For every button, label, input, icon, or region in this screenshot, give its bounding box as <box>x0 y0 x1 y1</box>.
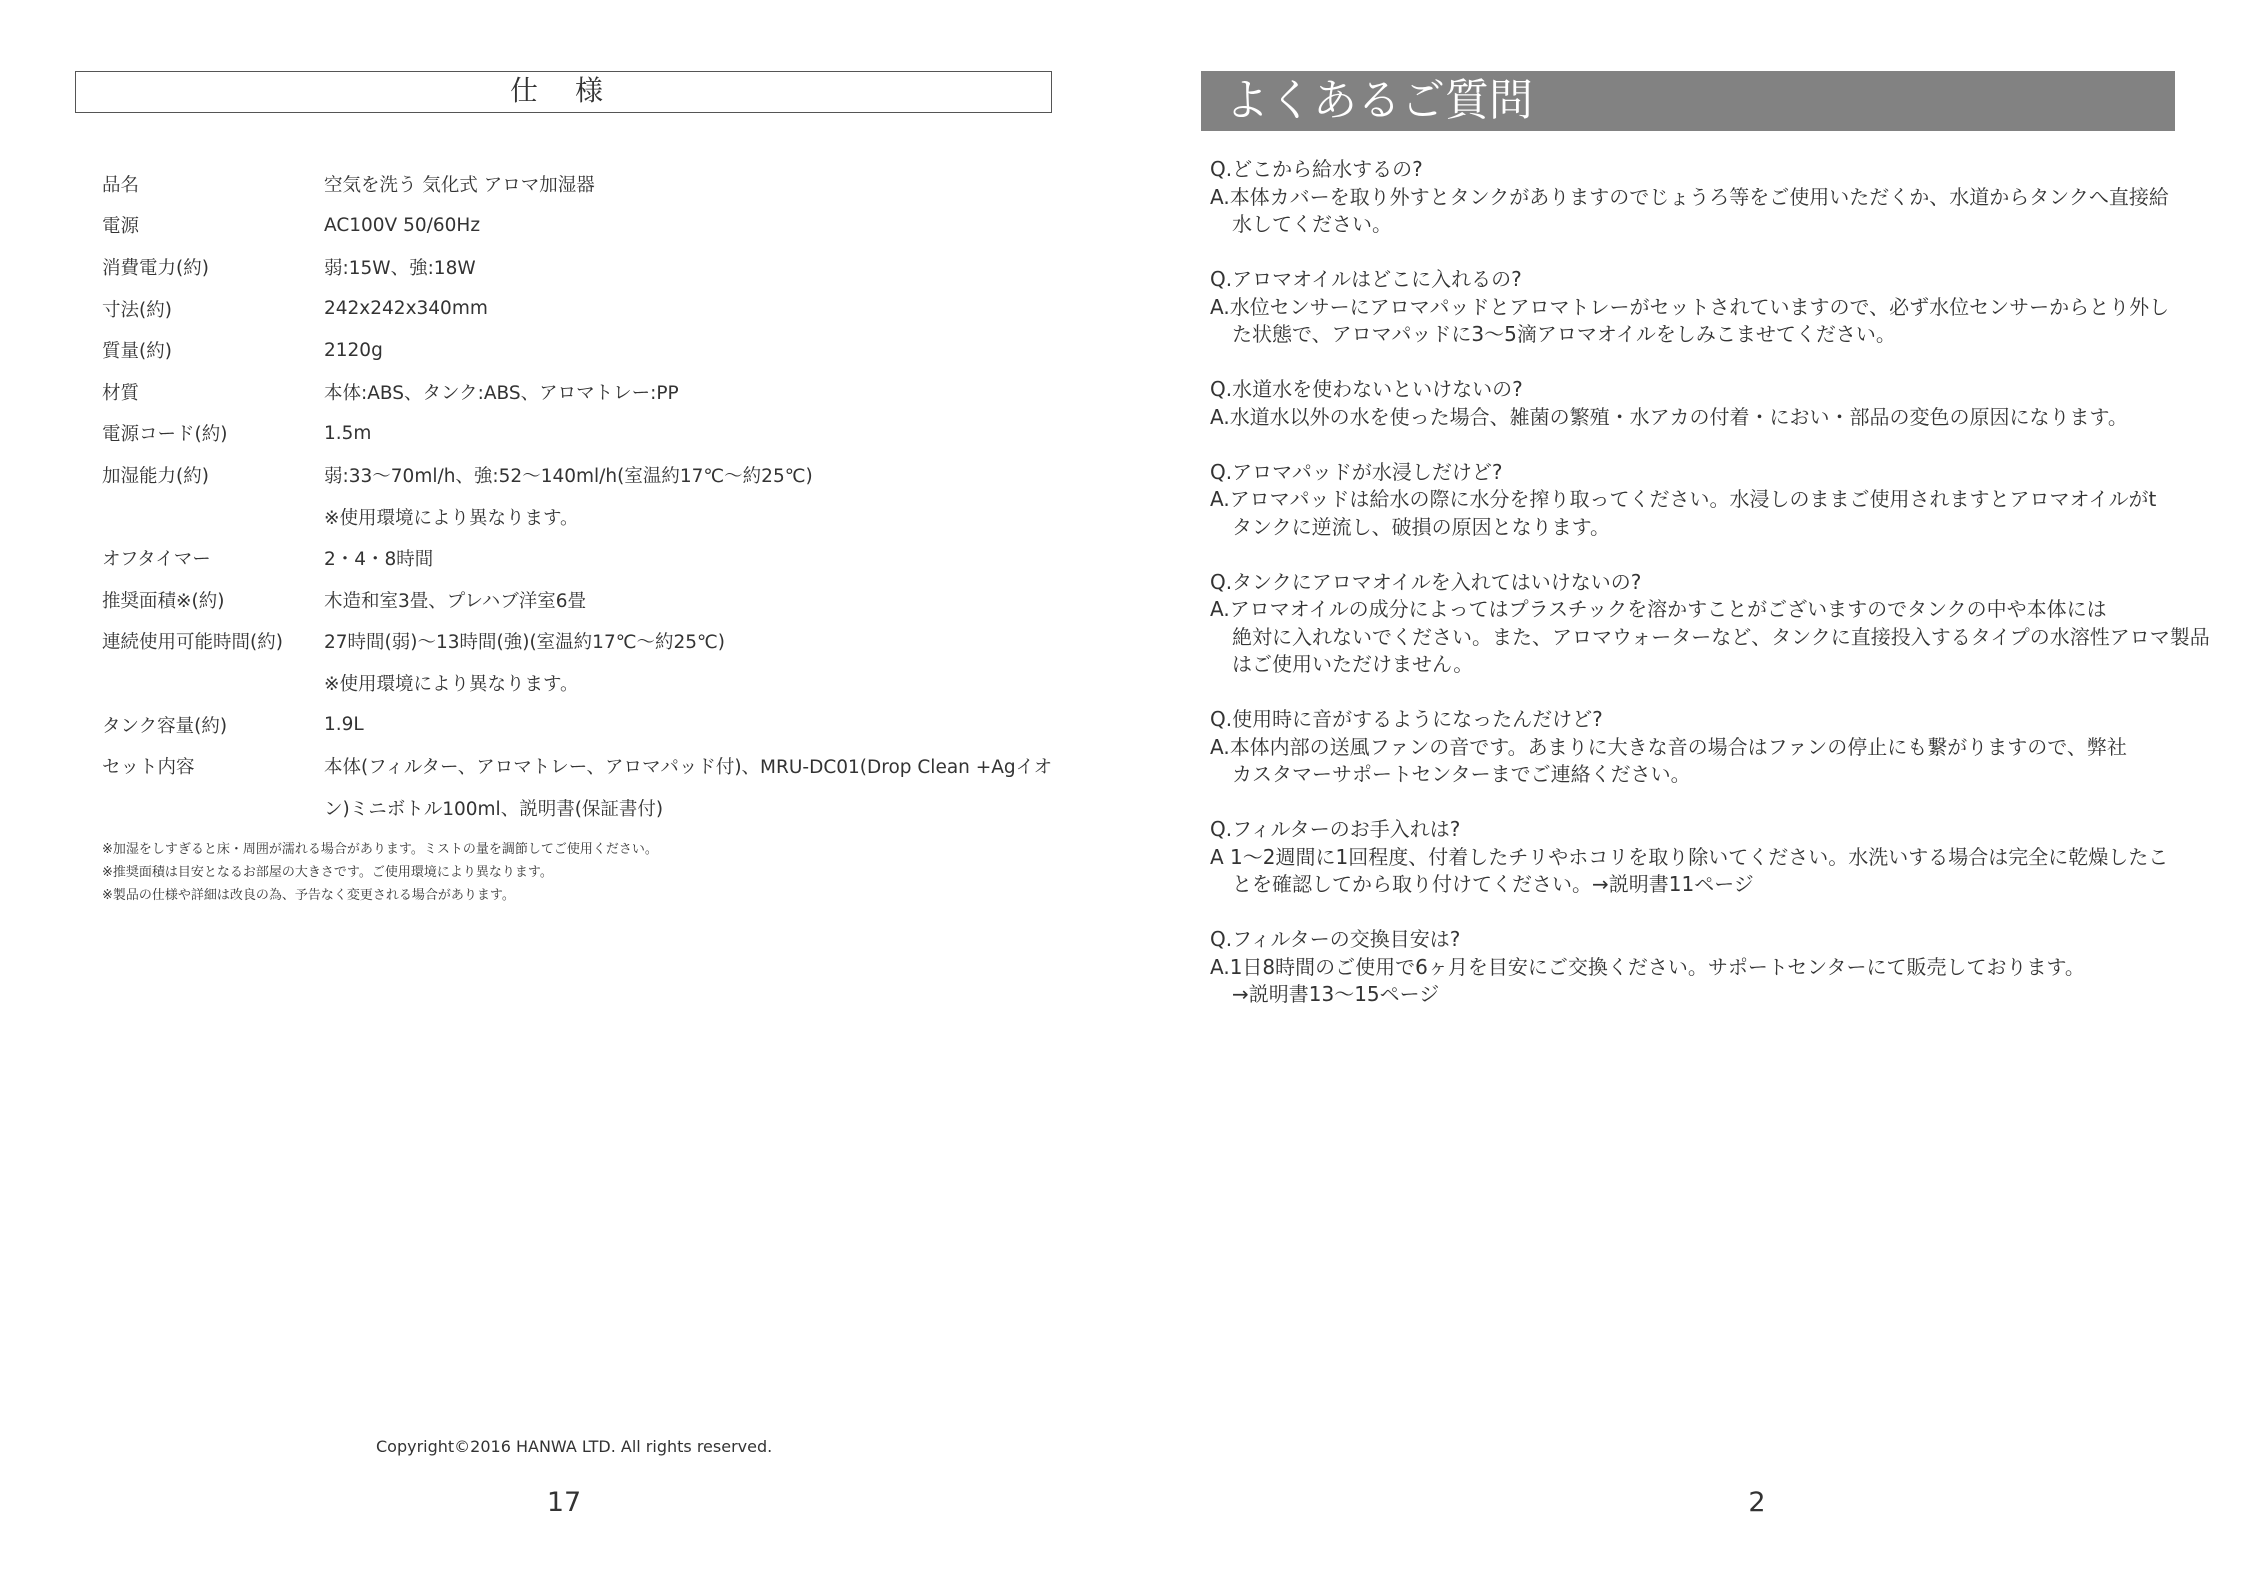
faq-item <box>1210 266 2180 349</box>
faq-answer-line: A.水道水以外の水を使った場合、雑菌の繁殖・水アカの付着・におい・部品の変色の原因になります。 <box>1210 404 2128 429</box>
spec-row <box>102 662 1062 704</box>
spec-row <box>102 163 1062 205</box>
page-number: 2 <box>1748 1487 1766 1518</box>
faq-answer-line: タンクに逆流し、破損の原因となります。 <box>1232 514 1610 539</box>
faq-answer-line: A.本体カバーを取り外すとタンクがありますのでじょうろ等をご使用いただくか、水道からタンクへ直接給 <box>1210 184 2169 209</box>
spec-value: 1.5m <box>324 422 372 444</box>
faq-question: Q.水道水を使わないといけないの? <box>1210 377 1523 401</box>
faq-answer <box>1210 294 2180 349</box>
spec-row <box>102 745 1062 787</box>
faq-answer-line: A.1日8時間のご使用で6ヶ月を目安にご交換ください。サポートセンターにて販売しております。 <box>1210 954 2085 979</box>
spec-label: 材質 <box>102 382 140 404</box>
spec-row <box>102 704 1062 746</box>
faq-answer-line: た状態で、アロマパッドに3〜5滴アロマオイルをしみこませてください。 <box>1232 322 1896 346</box>
spec-label: 寸法(約) <box>102 299 172 321</box>
spec-row <box>102 537 1062 579</box>
spec-value: 弱:33〜70ml/h、強:52〜140ml/h(室温約17℃〜約25℃) <box>324 465 813 487</box>
spec-label: 質量(約) <box>102 341 172 363</box>
faq-answer <box>1210 596 2210 679</box>
faq-answer-line: はご使用いただけません。 <box>1232 652 1474 676</box>
note: ※推奨面積は目安となるお部屋の大きさです。ご使用環境により異なります。 <box>102 865 553 880</box>
faq-answer-line: A.本体内部の送風ファンの音です。あまりに大きな音の場合はファンの停止にも繋がりますので、弊社 <box>1210 734 2127 759</box>
faq-question: Q.使用時に音がするようになったんだけど? <box>1210 707 1603 731</box>
spec-value: 2・4・8時間 <box>324 549 434 571</box>
spec-value: AC100V 50/60Hz <box>324 214 481 236</box>
faq-answer-line: A 1〜2週間に1回程度、付着したチリやホコリを取り除いてください。水洗いする場合は完全に乾燥したこ <box>1210 844 2169 869</box>
faq-question: Q.フィルターの交換目安は? <box>1210 927 1461 951</box>
faq-answer-line: A.アロマオイルの成分によってはプラスチックを溶かすことがございますのでタンクの中や本体には <box>1210 597 2107 621</box>
spec-value: 2120g <box>324 339 383 361</box>
faq-answer <box>1210 184 2180 239</box>
spec-label: セット内容 <box>102 757 195 779</box>
spec-value: 27時間(弱)〜13時間(強)(室温約17℃〜約25℃) <box>324 632 726 654</box>
spec-value: 空気を洗う 気化式 アロマ加湿器 <box>324 174 595 196</box>
faq-answer <box>1210 404 2180 432</box>
spec-row <box>102 413 1062 455</box>
spec-notes <box>102 838 1002 907</box>
spec-value: 本体(フィルター、アロマトレー、アロマパッド付)、MRU-DC01(Drop Clean +Agイオ <box>324 757 1053 779</box>
spec-label: 加湿能力(約) <box>102 465 209 487</box>
faq-item <box>1210 376 2180 431</box>
spec-value: 本体:ABS、タンク:ABS、アロマトレー:PP <box>324 382 679 404</box>
spec-row <box>102 288 1062 330</box>
faq-answer <box>1210 844 2180 899</box>
spec-title: 仕 様 <box>75 71 1052 113</box>
page-number: 17 <box>546 1487 582 1518</box>
faq-answer-line: 絶対に入れないでください。また、アロマウォーターなど、タンクに直接投入するタイプの水溶性アロマ製品 <box>1232 624 2210 649</box>
spec-label: 品名 <box>102 174 140 196</box>
spec-label: 連続使用可能時間(約) <box>102 632 283 654</box>
faq-question: Q.フィルターのお手入れは? <box>1210 817 1461 841</box>
spec-value: ※使用環境により異なります。 <box>324 507 579 529</box>
spec-value: 1.9L <box>324 714 364 736</box>
spec-table <box>102 163 1062 829</box>
page-left <box>0 0 1122 1587</box>
faq-answer-line: とを確認してから取り付けてください。→説明書11ページ <box>1232 872 1754 896</box>
faq-question: Q.タンクにアロマオイルを入れてはいけないの? <box>1210 569 1642 594</box>
faq-item <box>1210 926 2180 1009</box>
faq-item <box>1210 156 2180 239</box>
faq-answer <box>1210 486 2180 541</box>
spec-row <box>102 329 1062 371</box>
note: ※加湿をしすぎると床・周囲が濡れる場合があります。ミストの量を調節してご使用ください。 <box>102 842 658 857</box>
spec-row <box>102 205 1062 247</box>
faq-answer-line: カスタマーサポートセンターまでご連絡ください。 <box>1232 762 1691 786</box>
faq-answer <box>1210 734 2180 789</box>
faq-item <box>1210 569 2210 679</box>
faq-answer-line: A.水位センサーにアロマパッドとアロマトレーがセットされていますので、必ず水位センサーからとり外し <box>1210 294 2170 319</box>
spec-label: オフタイマー <box>102 549 211 571</box>
spec-label: 電源コード(約) <box>102 424 228 446</box>
page-right <box>1122 0 2245 1587</box>
spec-label: タンク容量(約) <box>102 715 228 737</box>
spec-label: 電源 <box>102 216 140 238</box>
faq-answer <box>1210 954 2180 1009</box>
faq-question: Q.どこから給水するの? <box>1210 157 1423 181</box>
spec-row <box>102 246 1062 288</box>
spec-value: ン)ミニボトル100ml、説明書(保証書付) <box>324 798 664 820</box>
faq-item <box>1210 459 2180 542</box>
spec-label: 推奨面積※(約) <box>102 590 225 612</box>
spec-value: ※使用環境により異なります。 <box>324 673 579 695</box>
spec-value: 木造和室3畳、プレハブ洋室6畳 <box>324 590 587 612</box>
copyright: Copyright©2016 HANWA LTD. All rights reserved. <box>376 1437 773 1456</box>
faq-answer-line: →説明書13〜15ページ <box>1232 982 1440 1006</box>
spec-row <box>102 787 1062 829</box>
faq-question: Q.アロマオイルはどこに入れるの? <box>1210 267 1522 291</box>
spec-row <box>102 496 1062 538</box>
faq-list <box>1210 156 2210 1036</box>
faq-item <box>1210 816 2180 899</box>
note: ※製品の仕様や詳細は改良の為、予告なく変更される場合があります。 <box>102 888 515 903</box>
spec-row <box>102 371 1062 413</box>
faq-answer-line: 水してください。 <box>1232 212 1392 236</box>
spec-row <box>102 621 1062 663</box>
spec-value: 弱:15W、強:18W <box>324 257 476 279</box>
spec-row <box>102 579 1062 621</box>
faq-answer-line: A.アロマパッドは給水の際に水分を搾り取ってください。水浸しのままご使用されますとアロマオイルがt <box>1210 487 2157 511</box>
spec-value: 242x242x340mm <box>324 298 488 320</box>
faq-title: よくあるご質問 <box>1201 71 2175 131</box>
faq-question: Q.アロマパッドが水浸しだけど? <box>1210 459 1503 484</box>
spec-label: 消費電力(約) <box>102 257 209 279</box>
faq-item <box>1210 706 2180 789</box>
spec-row <box>102 454 1062 496</box>
